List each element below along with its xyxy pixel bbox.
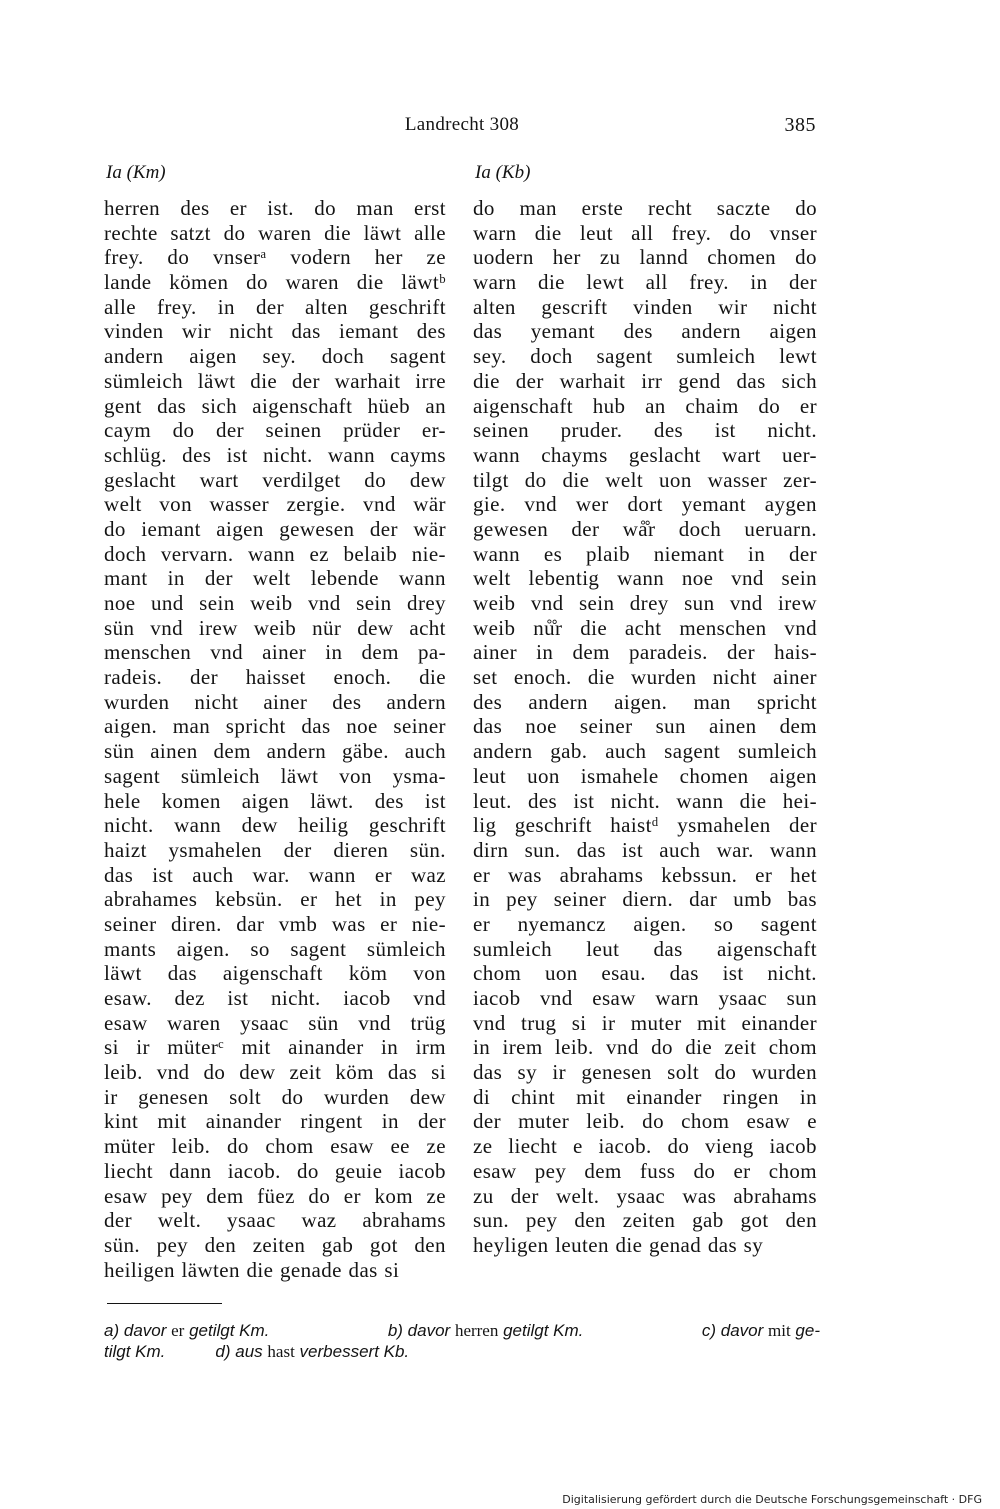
text-line: weib nů̊r die acht menschen vnd [473,615,817,640]
text-line: andern gab. auch sagent sumleich [473,739,817,764]
text-line: set enoch. die wurden nicht ainer [473,665,817,690]
text-line: mants aigen. so sagent sümleich [104,936,446,961]
text-line: schlüg. des ist nicht. wann cayms [104,442,446,467]
right-column [473,160,817,1258]
text-line: in irem leib. vnd do die zeit chom [473,1035,817,1060]
footnote-d: d) aus hast verbessert Kb. [215,1342,410,1361]
text-line: do man erste recht saczte do [473,196,817,220]
text-line: seiner diren. dar vmb was er nie- [104,911,446,936]
text-line: das yemant des andern aigen [473,319,817,344]
footnote-line [104,1341,820,1362]
right-column-heading: Ia (Kb) [475,162,531,183]
text-line: das sy ir genesen solt do wurden [473,1060,817,1085]
text-line: seinen pruder. des ist nicht. [473,418,817,443]
digitization-credit: Digitalisierung gefördert durch die Deutsche Forschungsgemeinschaft · DFG [562,1493,982,1506]
text-line: caym do der seinen prüder er- [104,418,446,443]
text-line: sün ainen dem andern gäbe. auch [104,739,446,764]
text-line: er nyemancz aigen. so sagent [473,911,817,936]
text-line: des andern aigen. man spricht [473,689,817,714]
text-line: liecht dann iacob. do geuie iacob [104,1158,446,1183]
footnote-c-continued: tilgt Km. [104,1342,166,1361]
text-line: andern aigen sey. doch sagent [104,344,446,369]
text-line: lig geschrift haistᵈ ysmahelen der [473,813,817,838]
text-line: iacob vnd esaw warn ysaac sun [473,986,817,1010]
text-line: das ist auch war. wann er waz [104,862,446,887]
text-line: uodern her zu lannd chomen do [473,245,817,270]
text-line: nicht. wann dew heilig geschrift [104,813,446,838]
text-line: ze liecht e iacob. do vieng iacob [473,1134,817,1159]
text-line: menschen vnd ainer in dem pa- [104,640,446,665]
text-line: der welt. ysaac waz abrahams [104,1208,446,1233]
text-line: warn die leut all frey. do vnser [473,220,817,245]
text-line: noe und sein weib vnd sein drey [104,591,446,615]
text-line: vinden wir nicht das iemant des [104,319,446,344]
text-line: esaw waren ysaac sün vnd trüg [104,1010,446,1035]
footnote-c: c) davor mit ge- [701,1321,820,1340]
footnote-b: b) davor herren getilgt Km. [387,1321,584,1340]
left-column-heading: Ia (Km) [106,162,166,183]
running-title: Landrecht 308 [404,114,520,135]
text-line: esaw. dez ist nicht. iacob vnd [104,986,446,1010]
text-line: gie. vnd wer dort yemant aygen [473,492,817,517]
text-line: aigen. man spricht das noe seiner [104,714,446,739]
text-line: alle frey. in der alten geschrift [104,294,446,319]
text-line: leut. des ist nicht. wann die hei- [473,788,817,813]
text-line: wann es plaib niemant in der [473,541,817,566]
text-line: sün vnd irew weib nür dew acht [104,615,446,640]
text-line: ainer in dem paradeis. der hais- [473,640,817,665]
text-line: gewesen der wå̊r doch ueruarn. [473,516,817,541]
footnote-a: a) davor er getilgt Km. [104,1321,270,1340]
text-line: esaw pey dem füez do er kom ze [104,1183,446,1208]
text-line: wurden nicht ainer des andern [104,689,446,714]
text-line: welt von wasser zergie. vnd wär [104,492,446,517]
text-line: radeis. der haisset enoch. die [104,665,446,690]
text-line: er was abrahams kebssun. er het [473,862,817,887]
text-line: geslacht wart verdilget do dew [104,467,446,492]
text-line: die der warhait irr gend das sich [473,368,817,393]
text-line: läwt das aigenschaft köm von [104,961,446,986]
text-line: sagent sümleich läwt von ysma- [104,763,446,788]
text-line: haizt ysmahelen der dieren sün. [104,837,446,862]
text-line: heyligen leuten die genad das sy [473,1232,764,1257]
text-line: welt lebentig wann noe vnd sein [473,566,817,591]
text-line: vnd trug si ir muter mit einander [473,1010,817,1035]
text-line: si ir müterᶜ mit ainander in irm [104,1035,446,1060]
text-line: esaw pey dem fuss do er chom [473,1158,817,1183]
text-line: herren des er ist. do man erst [104,196,446,220]
text-line: zu der welt. ysaac was abrahams [473,1183,817,1208]
footnote-divider [107,1303,222,1304]
text-line: weib vnd sein drey sun vnd irew [473,591,817,615]
text-line: lande kömen do waren die läwtᵇ [104,270,446,295]
page-number: 385 [784,114,816,136]
text-line: heiligen läwten die genade das si [104,1257,400,1282]
text-line: mant in der welt lebende wann [104,566,446,591]
text-line: ir genesen solt do wurden dew [104,1084,446,1109]
text-line: sun. pey den zeiten gab got den [473,1208,817,1233]
text-line: kint mit ainander ringent in der [104,1109,446,1134]
text-line: wann chayms geslacht wart uer- [473,442,817,467]
text-line: abrahames kebsün. er het in pey [104,887,446,912]
text-line: doch vervarn. wann ez belaib nie- [104,541,446,566]
text-line: aigenschaft hub an chaim do er [473,393,817,418]
page-header [108,114,816,142]
text-line: in pey seiner diern. dar umb bas [473,887,817,912]
text-line: warn die lewt all frey. in der [473,270,817,295]
text-line: der muter leib. do chom esaw e [473,1109,817,1134]
text-line: rechte satzt do waren die läwt alle [104,220,446,245]
text-line: di chint mit einander ringen in [473,1084,817,1109]
text-line: chom uon esau. das ist nicht. [473,961,817,986]
text-line: frey. do vnserᵃ vodern her ze [104,245,446,270]
text-line: do iemant aigen gewesen der wär [104,516,446,541]
text-line: leut uon ismahele chomen aigen [473,763,817,788]
footnote-line [104,1320,820,1341]
text-line: hele komen aigen läwt. des ist [104,788,446,813]
text-line: leib. vnd do dew zeit köm das si [104,1060,446,1085]
text-line: sün. pey den zeiten gab got den [104,1232,446,1257]
text-line: tilgt do die welt uon wasser zer- [473,467,817,492]
text-line: sey. doch sagent sumleich lewt [473,344,817,369]
text-line: müter leib. do chom esaw ee ze [104,1134,446,1159]
text-line: das noe seiner sun ainen dem [473,714,817,739]
text-line: sümleich läwt die der warhait irre [104,368,446,393]
footnotes [104,1320,820,1362]
left-column-text [104,196,446,1282]
text-line: sumleich leut das aigenschaft [473,936,817,961]
text-line: gent das sich aigenschaft hüeb an [104,393,446,418]
text-line: alten gescrift vinden wir nicht [473,294,817,319]
text-line: dirn sun. das ist auch war. wann [473,837,817,862]
left-column [104,160,446,1282]
right-column-text [473,196,817,1258]
